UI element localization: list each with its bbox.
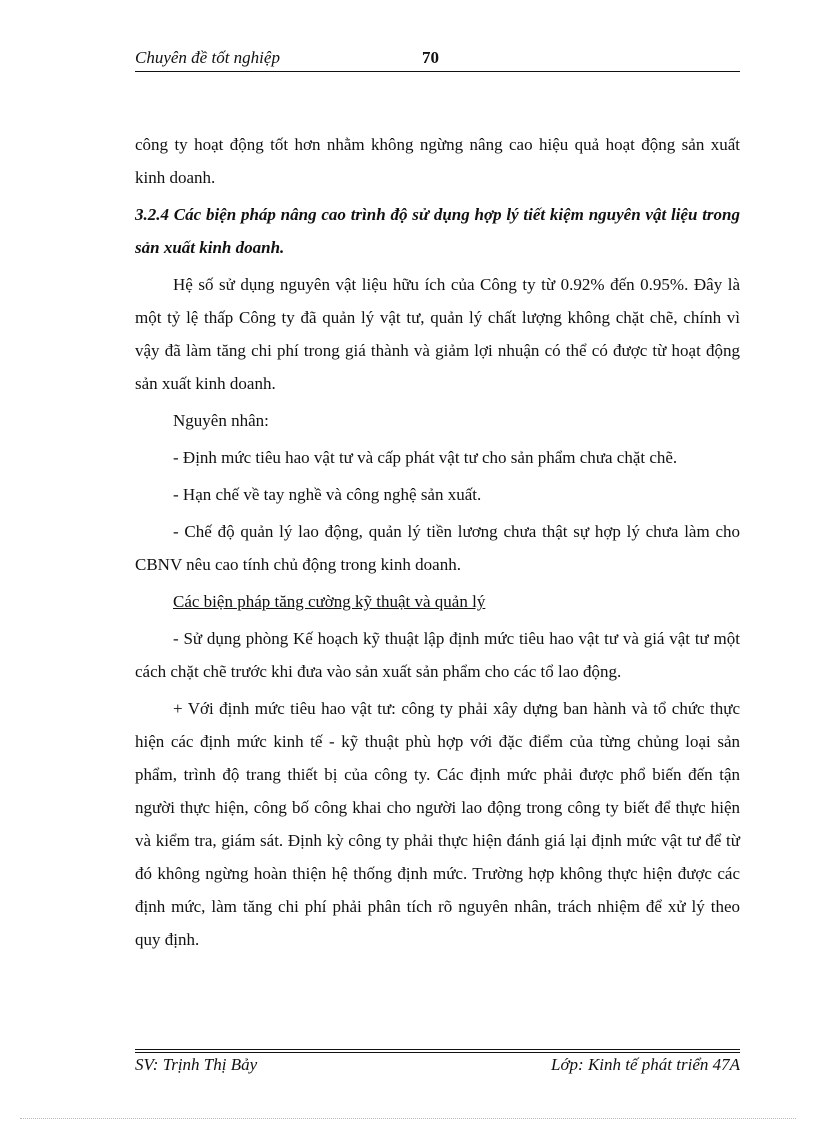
header-title: Chuyên đề tốt nghiệp: [135, 48, 280, 67]
list-item-cause-3: - Chế độ quản lý lao động, quản lý tiền lương chưa thật sự hợp lý chưa làm cho CBNV nêu cao tính chủ động trong kinh doanh.: [135, 522, 740, 574]
paragraph-continuation: công ty hoạt động tốt hơn nhằm không ngừng nâng cao hiệu quả hoạt động sản xuất kinh doanh.: [135, 135, 740, 187]
paragraph-material-ratio: Hệ số sử dụng nguyên vật liệu hữu ích của Công ty từ 0.92% đến 0.95%. Đây là một tỷ lệ thấp Công ty đã quản lý vật tư, quản lý chất lượng không chặt chẽ, chính vì vậy đã làm tăng chi phí trong giá thành và giảm lợi nhuận có thể có được từ hoạt động sản xuất kinh doanh.: [135, 275, 740, 393]
list-item-cause-1: - Định mức tiêu hao vật tư và cấp phát vật tư cho sản phẩm chưa chặt chẽ.: [173, 448, 678, 467]
page-header: [135, 48, 740, 70]
list-item-measure-1: - Sử dụng phòng Kế hoạch kỹ thuật lập định mức tiêu hao vật tư và giá vật tư một cách chặt chẽ trước khi đưa vào sản xuất sản phẩm cho các tổ lao động.: [135, 629, 740, 681]
paragraph-causes-label: Nguyên nhân:: [173, 411, 269, 430]
footer-class: Lớp: Kinh tế phát triển 47A: [551, 1055, 740, 1074]
header-rule: [135, 71, 740, 72]
document-body: [135, 128, 740, 960]
footer-rule-bottom: [135, 1052, 740, 1053]
subheading-measures: Các biện pháp tăng cường kỹ thuật và quản lý: [173, 592, 486, 611]
paragraph-consumption-norms: + Với định mức tiêu hao vật tư: công ty phải xây dựng ban hành và tổ chức thực hiện các định mức kinh tế - kỹ thuật phù hợp với đặc điểm của từng chủng loại sản phẩm, trình độ trang thiết bị của công ty. Các định mức phải được phổ biến đến tận người thực hiện, công bố công khai cho người lao động trong công ty biết để thực hiện và kiểm tra, giám sát. Định kỳ công ty phải thực hiện đánh giá lại định mức vật tư để từ đó không ngừng hoàn thiện hệ thống định mức. Trường hợp không thực hiện được các định mức, làm tăng chi phí phải phân tích rõ nguyên nhân, trách nhiệm để xử lý theo quy định.: [135, 699, 740, 949]
section-heading: 3.2.4 Các biện pháp nâng cao trình độ sử dụng hợp lý tiết kiệm nguyên vật liệu trong sản xuất kinh doanh.: [135, 205, 740, 257]
page-bottom-border: [20, 1118, 796, 1119]
list-item-cause-2: - Hạn chế về tay nghề và công nghệ sản xuất.: [173, 485, 482, 504]
footer-student: SV: Trịnh Thị Bảy: [135, 1055, 258, 1074]
footer-rule-top: [135, 1049, 740, 1050]
page-number: 70: [422, 48, 439, 67]
